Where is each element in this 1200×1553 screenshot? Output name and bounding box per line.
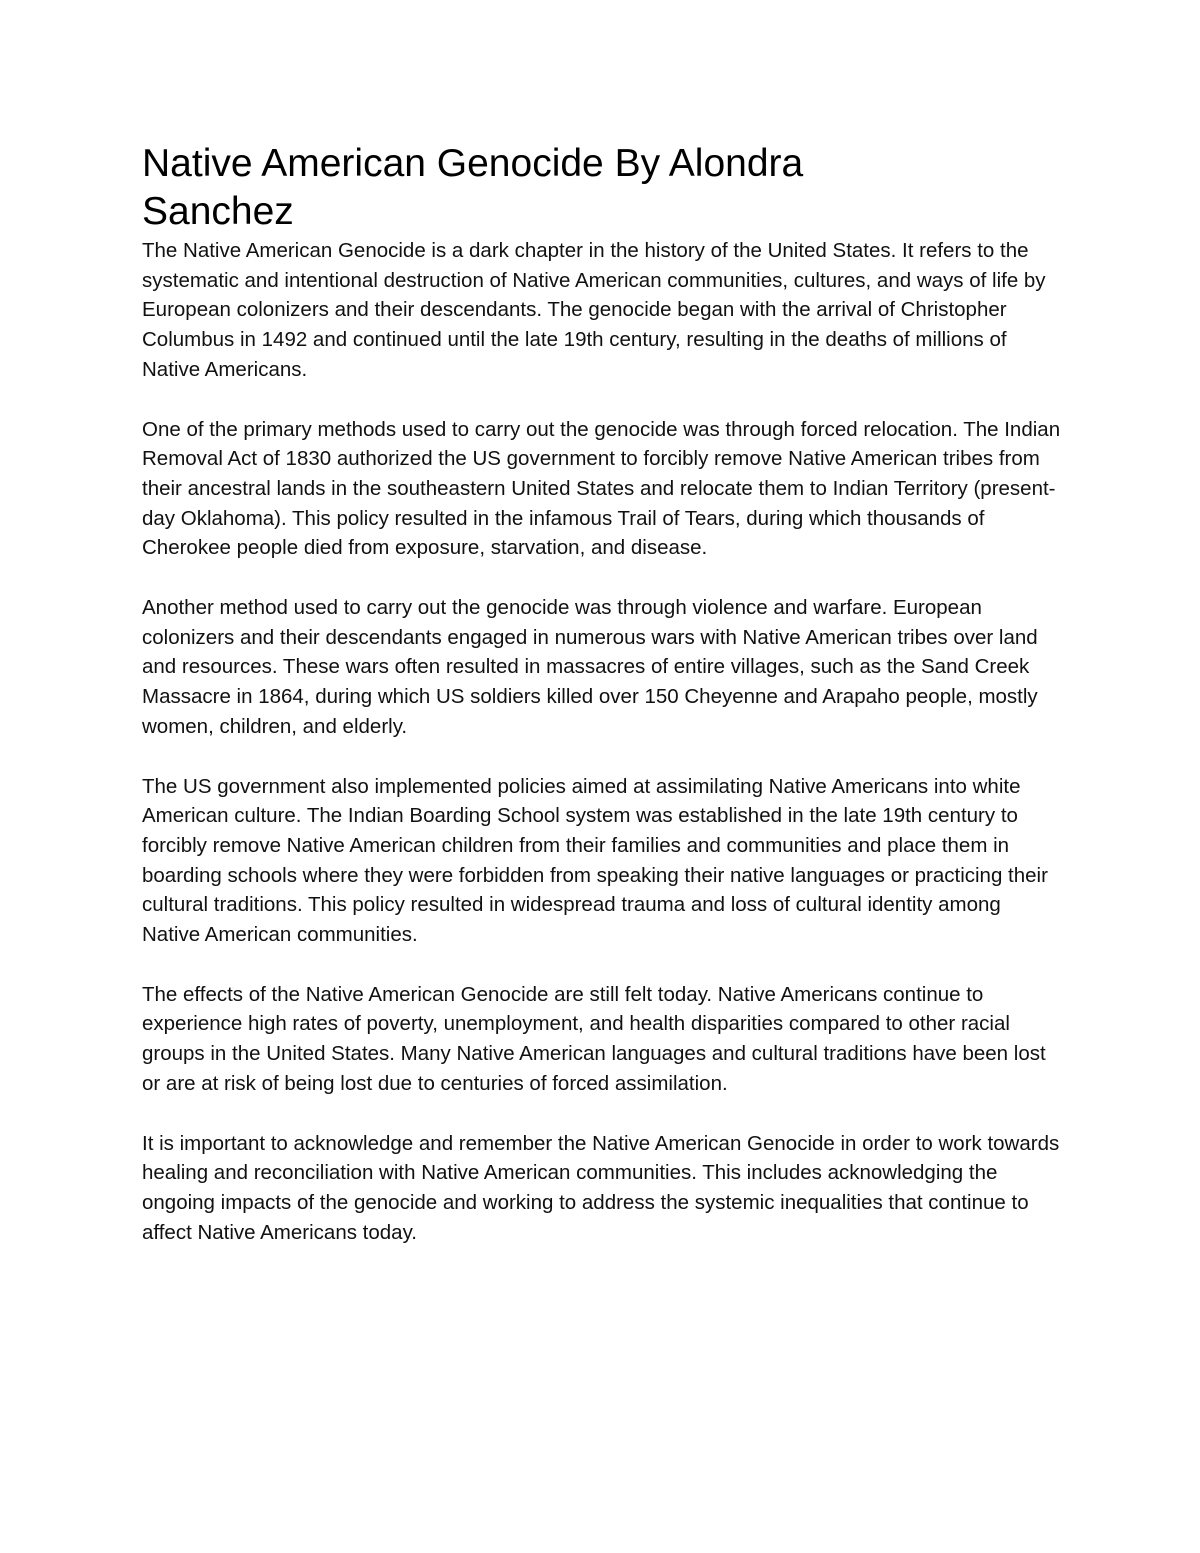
document-body	[142, 140, 1062, 1277]
paragraph-intro: The Native American Genocide is a dark chapter in the history of the United States. It refers to the systematic and intentional destruction of Native American communities, cultures, and ways of life by European colonizers and their descendants. The genocide began with the arrival of Christopher Columbus in 1492 and continued until the late 19th century, resulting in the deaths of millions of Native Americans.	[142, 239, 1046, 381]
paragraph-conclusion: It is important to acknowledge and remember the Native American Genocide in order to work towards healing and reconciliation with Native American communities. This includes acknowledging the ongoing impacts of the genocide and working to address the systemic inequalities that continue to affect Native Americans today.	[142, 1131, 1060, 1244]
paragraph-effects-today: The effects of the Native American Genocide are still felt today. Native Americans continue to experience high rates of poverty, unemployment, and health disparities compared to other racial groups in the United States. Many Native American languages and cultural traditions have been lost or are at risk of being lost due to centuries of forced assimilation.	[142, 982, 1046, 1095]
paragraph-assimilation: The US government also implemented policies aimed at assimilating Native Americans into white American culture. The Indian Boarding School system was established in the late 19th century to forcibly remove Native American children from their families and communities and place them in boarding schools where they were forbidden from speaking their native languages or practicing their cultural traditions. This policy resulted in widespread trauma and loss of cultural identity among Native American communities.	[142, 774, 1048, 947]
paragraph-forced-relocation: One of the primary methods used to carry out the genocide was through forced relocation. The Indian Removal Act of 1830 authorized the US government to forcibly remove Native American tribes from their ancestral lands in the southeastern United States and relocate them to Indian Territory (present-day Oklahoma). This policy resulted in the infamous Trail of Tears, during which thousands of Cherokee people died from exposure, starvation, and disease.	[142, 417, 1061, 560]
document-title: Native American Genocide By Alondra Sanchez	[142, 142, 804, 233]
paragraph-violence-warfare: Another method used to carry out the genocide was through violence and warfare. European colonizers and their descendants engaged in numerous wars with Native American tribes over land and resources. These wars often resulted in massacres of entire villages, such as the Sand Creek Massacre in 1864, during which US soldiers killed over 150 Cheyenne and Arapaho people, mostly women, children, and elderly.	[142, 596, 1038, 738]
